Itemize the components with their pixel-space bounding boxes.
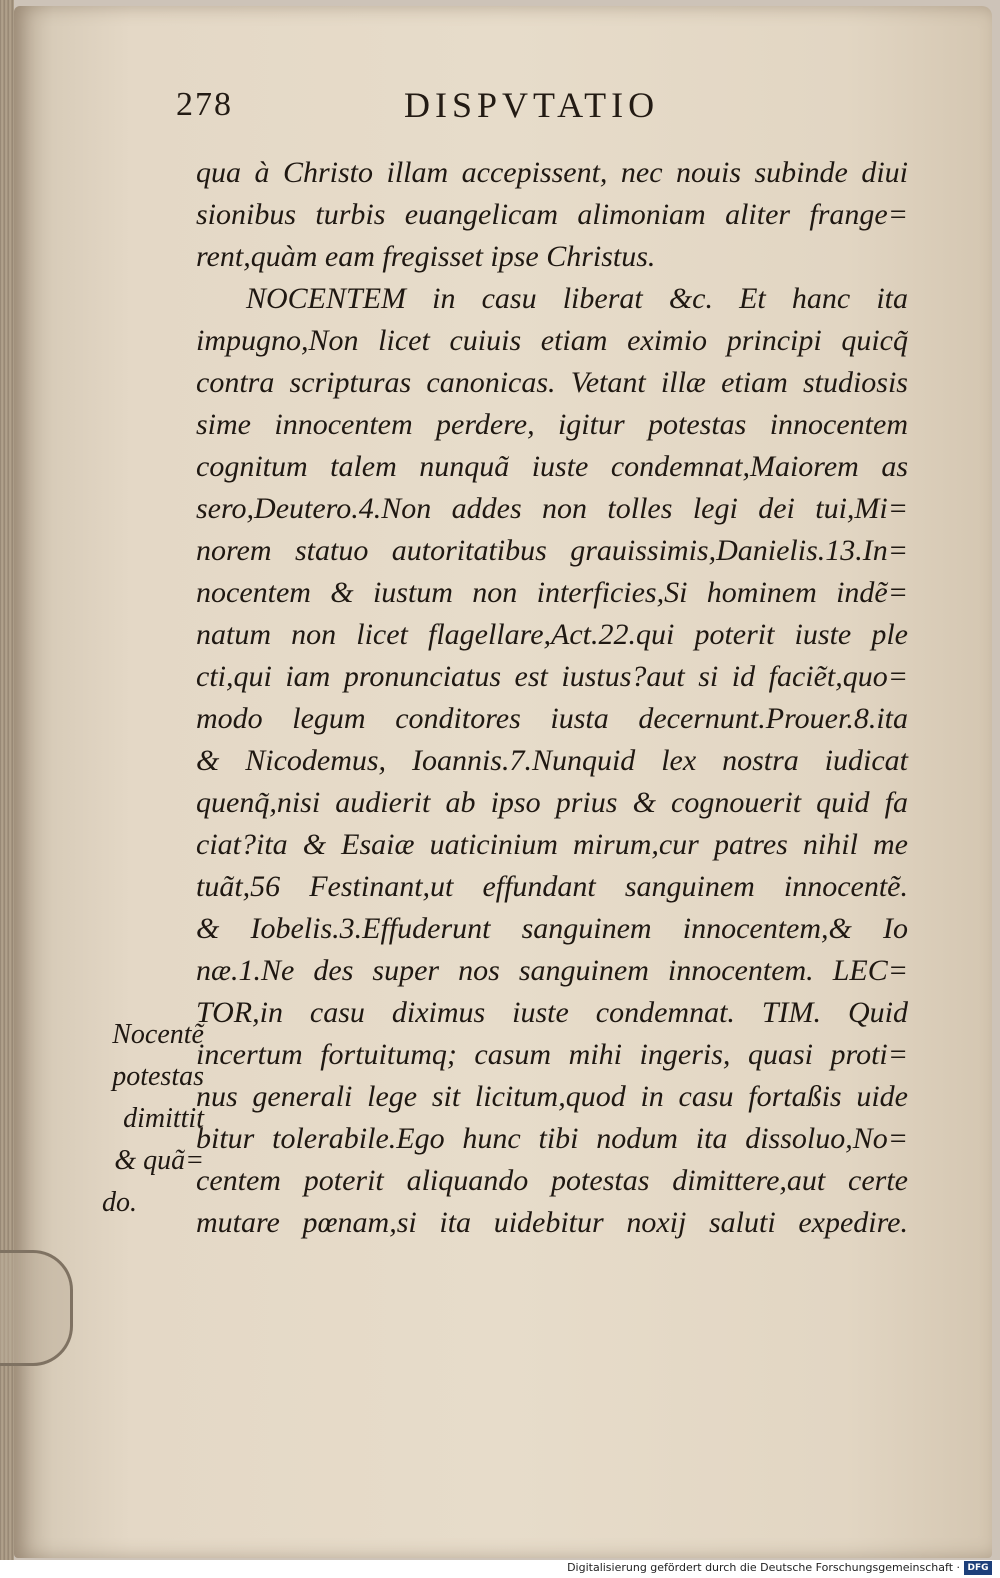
text-line: cti,qui iam pronunciatus est iustus?aut si id faciẽt,quo= xyxy=(196,660,908,693)
text-line: bitur tolerabile.Ego hunc tibi nodum ita dissoluo,No= xyxy=(196,1122,908,1155)
marginal-note-line: do. xyxy=(102,1187,137,1218)
text-line: nocentem & iustum non interficies,Si hominem indẽ= xyxy=(196,576,908,609)
page-number: 278 xyxy=(176,86,233,123)
text-line: modo legum conditores iusta decernunt.Prouer.8.ita xyxy=(196,702,908,735)
text-line: mutare pœnam,si ita uidebitur noxij saluti expedire. xyxy=(196,1206,908,1239)
text-line: natum non licet flagellare,Act.22.qui poterit iuste ple xyxy=(196,618,908,651)
text-line: & Nicodemus, Ioannis.7.Nunquid lex nostra iudicat xyxy=(196,744,908,777)
text-line: sionibus turbis euangelicam alimoniam aliter frange= xyxy=(196,198,908,231)
text-line: NOCENTEM in casu liberat &c. Et hanc ita xyxy=(246,282,908,315)
book-clasp-shape xyxy=(0,1250,73,1366)
dfg-logo: DFG xyxy=(964,1561,992,1575)
marginal-note-line: Nocentẽ xyxy=(112,1019,204,1050)
text-line: tuãt,56 Festinant,ut effundant sanguinem innocentẽ. xyxy=(196,870,908,903)
text-line: TOR,in casu diximus iuste condemnat. TIM. Quid xyxy=(196,996,908,1029)
text-line: incertum fortuitumq; casum mihi ingeris, quasi proti= xyxy=(196,1038,908,1071)
text-line: cognitum talem nunquã iuste condemnat,Maiorem as xyxy=(196,450,908,483)
text-line: rent,quàm eam fregisset ipse Christus. xyxy=(196,240,656,273)
text-line: norem statuo autoritatibus grauissimis,Danielis.13.In= xyxy=(196,534,908,567)
marginal-note-line: potestas xyxy=(112,1061,204,1092)
running-title: DISPVTATIO xyxy=(404,85,660,125)
text-line: sime innocentem perdere, igitur potestas innocentem xyxy=(196,408,908,441)
text-line: ciat?ita & Esaiæ uaticinium mirum,cur patres nihil me xyxy=(196,828,908,861)
funding-credit: Digitalisierung gefördert durch die Deutsche Forschungsgemeinschaft · xyxy=(567,1561,960,1574)
marginal-note-line: & quã= xyxy=(114,1145,204,1176)
text-line: quenq̃,nisi audierit ab ipso prius & cognouerit quid fa xyxy=(196,786,908,819)
text-line: impugno,Non licet cuiuis etiam eximio principi quicq̃ xyxy=(196,324,908,357)
text-line: qua à Christo illam accepissent, nec nouis subinde diui xyxy=(196,156,908,189)
text-line: sero,Deutero.4.Non addes non tolles legi dei tui,Mi= xyxy=(196,492,908,525)
body-text xyxy=(196,152,908,1244)
page-header xyxy=(176,80,896,130)
marginal-note xyxy=(80,1014,204,1224)
text-line: næ.1.Ne des super nos sanguinem innocentem. LEC= xyxy=(196,954,908,987)
text-line: & Iobelis.3.Effuderunt sanguinem innocentem,& Io xyxy=(196,912,908,945)
text-line: contra scripturas canonicas. Vetant illæ etiam studiosis xyxy=(196,366,908,399)
text-line: nus generali lege sit licitum,quod in casu fortaßis uide xyxy=(196,1080,908,1113)
marginal-note-line: dimittit xyxy=(123,1103,204,1134)
text-line: centem poterit aliquando potestas dimittere,aut certe xyxy=(196,1164,908,1197)
